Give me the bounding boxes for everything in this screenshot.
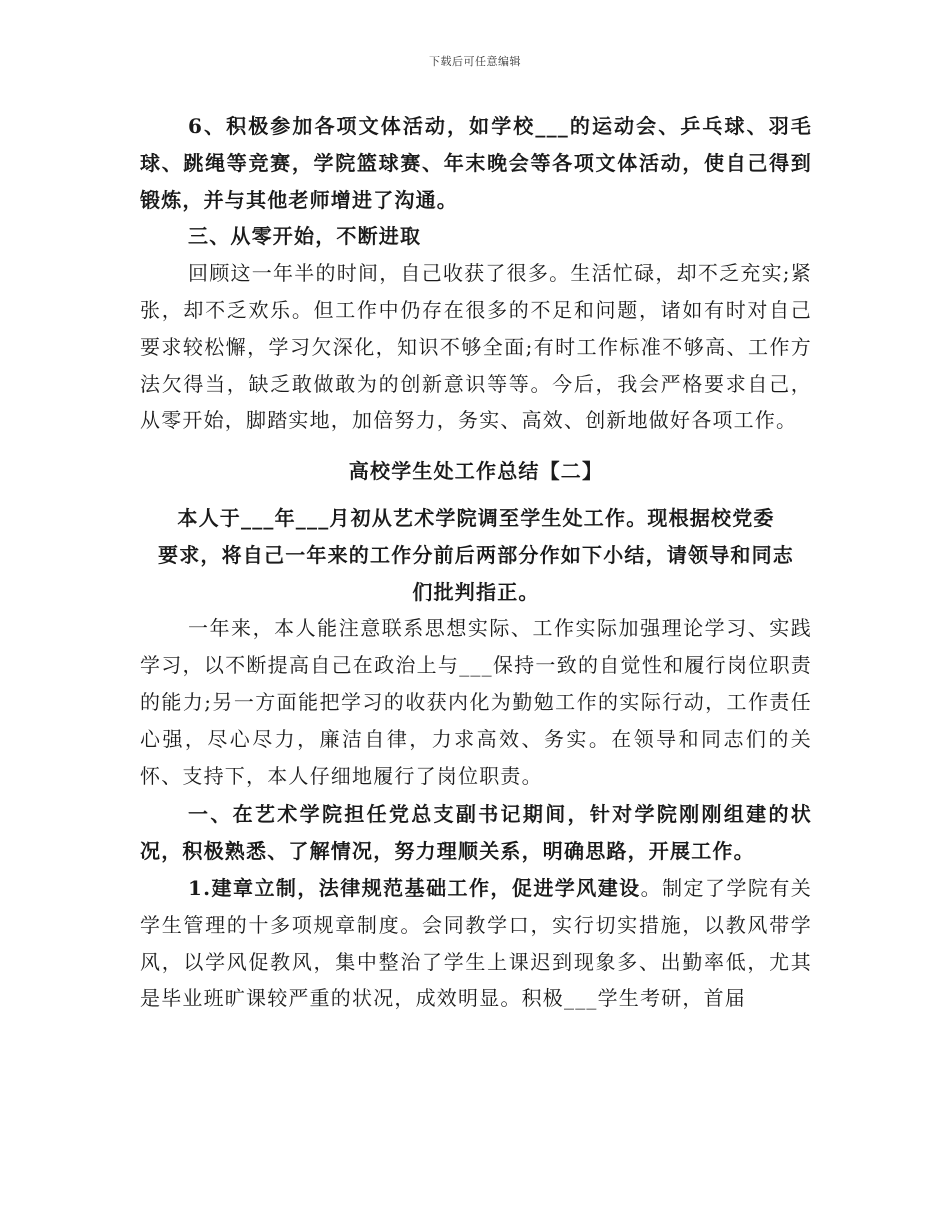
paragraph-activities: 6、积极参加各项文体活动，如学校___的运动会、乒乓球、羽毛球、跳绳等竞赛，学院篮球赛、年末晚会等各项文体活动，使自己得到锻炼，并与其他老师增进了沟通。 [140, 114, 812, 212]
page-header-note: 下载后可任意编辑 [429, 55, 521, 68]
subheading-rules: 1.建章立制，法律规范基础工作，促进学风建设 [188, 875, 641, 900]
paragraph-year-summary: 一年来，本人能注意联系思想实际、工作实际加强理论学习、实践学习，以不断提高自己在政治上与___保持一致的自觉性和履行岗位职责的能力;另一方面能把学习的收获内化为勤勉工作的实际行动，工作责任心强，尽心尽力，廉洁自律，力求高效、务实。在领导和同志们的关怀、支持下，本人仔细地履行了岗位职责。 [140, 616, 812, 788]
lead-line-1: 本人于___年___月初从艺术学院调至学生处工作。现根据校党委 [177, 505, 775, 530]
lead-line-3: 们批判指正。 [412, 579, 540, 604]
paragraph-rules-text: 。制定了学院有关学生管理的十多项规章制度。会同教学口，实行切实措施，以教风带学风，以学风促教风，集中整治了学生上课迟到现象多、出勤率低，尤其是毕业班旷课较严重的状况，成效明显。积极___学生考研，首届 [140, 875, 813, 1011]
document-title: 高校学生处工作总结【二】 [348, 459, 604, 484]
section-heading-three: 三、从零开始，不断进取 [188, 224, 422, 249]
paragraph-review: 回顾这一年半的时间，自己收获了很多。生活忙碌，却不乏充实;紧张，却不乏欢乐。但工作中仍存在很多的不足和问题，诸如有时对自己要求较松懈，学习欠深化，知识不够全面;有时工作标准不够高、工作方法欠得当，缺乏敢做敢为的创新意识等等。今后，我会严格要求自己，从零开始，脚踏实地，加倍努力，务实、高效、创新地做好各项工作。 [140, 261, 812, 433]
paragraph-rules [140, 870, 812, 1017]
section-heading-one: 一、在艺术学院担任党总支副书记期间，针对学院刚刚组建的状况，积极熟悉、了解情况，努力理顺关系，明确思路，开展工作。 [140, 802, 812, 864]
lead-line-2: 要求，将自己一年来的工作分前后两部分作如下小结，请领导和同志 [158, 542, 794, 567]
document-body [140, 108, 812, 1017]
